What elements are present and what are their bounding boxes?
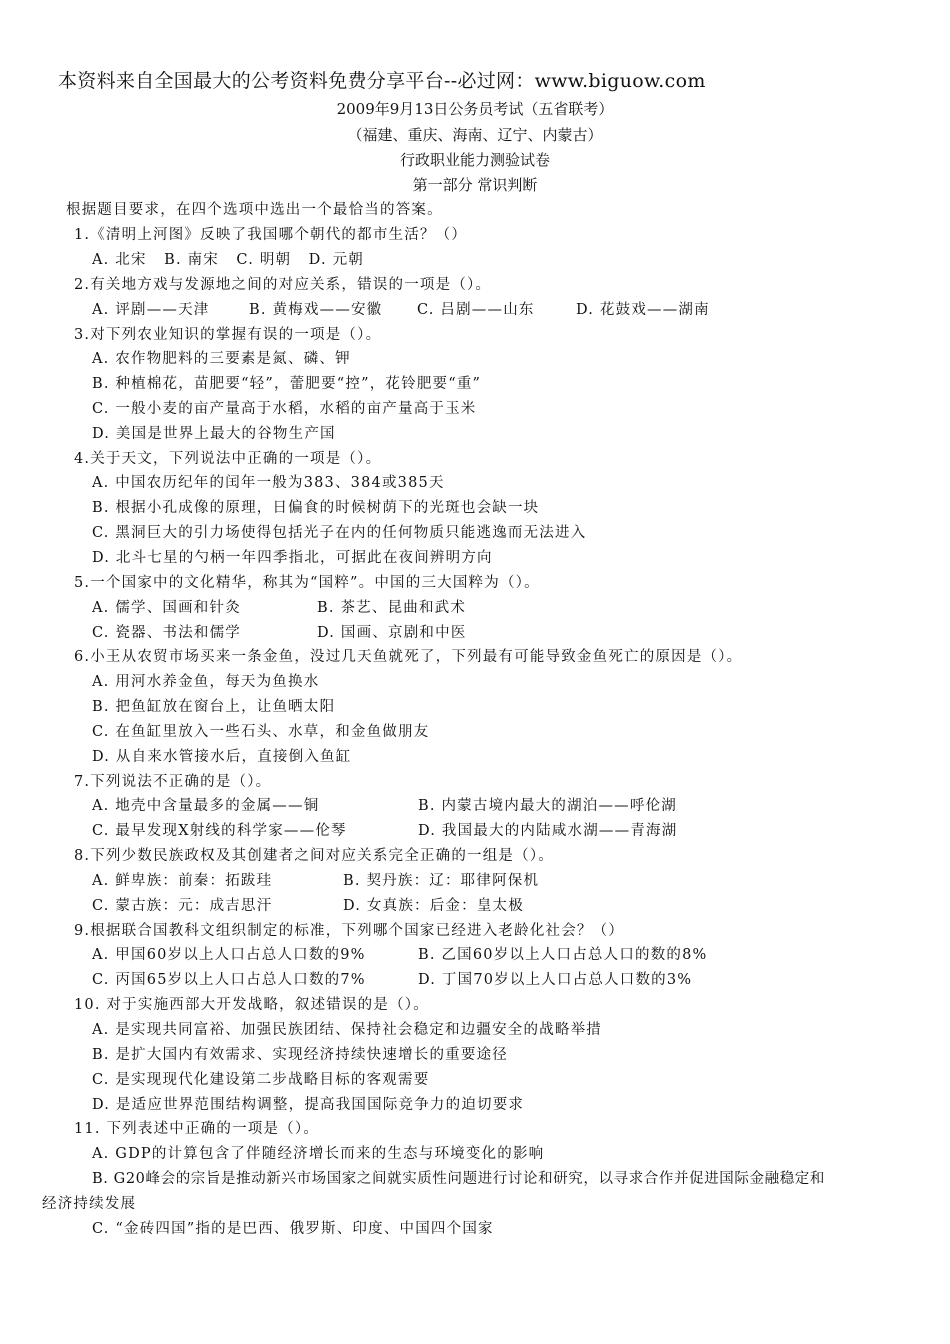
option-c: C. 黑洞巨大的引力场使得包括光子在内的任何物质只能逃逸而无法进入 — [92, 525, 587, 541]
question-options: A. 北宋 B. 南宋 C. 明朝 D. 元朝 — [92, 252, 364, 268]
option-d: D. 我国最大的内陆咸水湖——青海湖 — [418, 823, 678, 839]
question-stem: 6.小王从农贸市场买来一条金鱼，没过几天鱼就死了，下列最有可能导致金鱼死亡的原因是（）。 — [74, 649, 743, 665]
option-d: D. 从自来水管接水后，直接倒入鱼缸 — [92, 749, 352, 765]
question-stem: 10. 对于实施西部大开发战略，叙述错误的是（）。 — [74, 997, 429, 1013]
option-a: A. GDP的计算包含了伴随经济增长而来的生态与环境变化的影响 — [92, 1146, 545, 1162]
option-c: C. 蒙古族：元：成吉思汗 — [92, 898, 273, 914]
question-stem: 9.根据联合国教科文组织制定的标准，下列哪个国家已经进入老龄化社会？（） — [74, 923, 625, 939]
option-b: B. 把鱼缸放在窗台上，让鱼晒太阳 — [92, 699, 336, 715]
option-a: A. 儒学、国画和针灸 — [92, 600, 241, 616]
question-stem: 4.关于天文，下列说法中正确的一项是（）。 — [74, 451, 382, 467]
instruction: 根据题目要求，在四个选项中选出一个最恰当的答案。 — [66, 202, 443, 218]
option-b: B. 种植棉花，苗肥要“轻”，蕾肥要“控”，花铃肥要“重” — [92, 376, 482, 392]
option-a: A. 农作物肥料的三要素是氮、磷、钾 — [92, 351, 351, 367]
option-a: A. 鲜卑族：前秦：拓跋珪 — [92, 873, 273, 889]
option-d: D. 花鼓戏——湖南 — [576, 302, 710, 318]
option-d: D. 女真族：后金：皇太极 — [343, 898, 524, 914]
option-b: B. 茶艺、昆曲和武术 — [317, 600, 467, 616]
question-stem: 8.下列少数民族政权及其创建者之间对应关系完全正确的一组是（）。 — [74, 848, 554, 864]
option-a: A. 中国农历纪年的闰年一般为383、384或385天 — [92, 475, 445, 491]
option-d: D. 美国是世界上最大的谷物生产国 — [92, 426, 336, 442]
question-stem: 5.一个国家中的文化精华，称其为“国粹”。中国的三大国粹为（）。 — [74, 575, 540, 591]
exam-name: 行政职业能力测验试卷 — [399, 151, 550, 169]
option-b: B. 根据小孔成像的原理，日偏食的时候树荫下的光斑也会缺一块 — [92, 500, 540, 516]
option-c: C. 一般小麦的亩产量高于水稻，水稻的亩产量高于玉米 — [92, 401, 477, 417]
option-a: A. 甲国60岁以上人口占总人口数的9% — [92, 947, 366, 963]
option-d: D. 丁国70岁以上人口占总人口数的3% — [418, 972, 693, 988]
question-stem: 1.《清明上河图》反映了我国哪个朝代的都市生活？（） — [74, 227, 468, 243]
option-d: D. 北斗七星的勺柄一年四季指北，可据此在夜间辨明方向 — [92, 550, 493, 566]
question-stem: 3.对下列农业知识的掌握有误的一项是（）。 — [74, 327, 382, 343]
question-stem: 2.有关地方戏与发源地之间的对应关系，错误的一项是（）。 — [74, 277, 492, 293]
option-c: C. “金砖四国”指的是巴西、俄罗斯、印度、中国四个国家 — [92, 1221, 494, 1237]
option-c: C. 最早发现X射线的科学家——伦琴 — [92, 823, 347, 839]
question-stem: 11. 下列表述中正确的一项是（）。 — [74, 1121, 320, 1137]
section-heading: 第一部分 常识判断 — [412, 176, 538, 194]
option-b: B. 是扩大国内有效需求、实现经济持续快速增长的重要途径 — [92, 1047, 508, 1063]
option-b: B. 内蒙古境内最大的湖泊——呼伦湖 — [418, 798, 677, 814]
exam-title: 2009年9月13日公务员考试（五省联考） — [336, 100, 614, 118]
option-c: C. 在鱼缸里放入一些石头、水草，和金鱼做朋友 — [92, 724, 430, 740]
option-a: A. 地壳中含量最多的金属——铜 — [92, 798, 320, 814]
option-a: A. 是实现共同富裕、加强民族团结、保持社会稳定和边疆安全的战略举措 — [92, 1022, 602, 1038]
option-b-continued: 经济持续发展 — [42, 1196, 137, 1212]
option-a: A. 评剧——天津 — [92, 302, 210, 318]
option-c: C. 吕剧——山东 — [417, 302, 535, 318]
option-a: A. 用河水养金鱼，每天为鱼换水 — [92, 674, 320, 690]
question-stem: 7.下列说法不正确的是（）。 — [74, 774, 272, 790]
provinces-subtitle: （福建、重庆、海南、辽宁、内蒙古） — [347, 126, 603, 144]
option-b: B. 黄梅戏——安徽 — [249, 302, 383, 318]
option-d: D. 是适应世界范围结构调整，提高我国国际竞争力的迫切要求 — [92, 1097, 525, 1113]
source-banner: 本资料来自全国最大的公考资料免费分享平台--必过网：www.biguow.com — [58, 70, 706, 92]
option-d: D. 国画、京剧和中医 — [317, 625, 467, 641]
option-c: C. 瓷器、书法和儒学 — [92, 625, 241, 641]
option-b: B. 乙国60岁以上人口占总人口的数的8% — [418, 947, 708, 963]
option-c: C. 是实现现代化建设第二步战略目标的客观需要 — [92, 1072, 430, 1088]
option-b: B. G20峰会的宗旨是推动新兴市场国家之间就实质性问题进行讨论和研究，以寻求合作并促进国际金融稳定和 — [92, 1171, 826, 1187]
option-c: C. 丙国65岁以上人口占总人口数的7% — [92, 972, 366, 988]
option-b: B. 契丹族：辽：耶律阿保机 — [343, 873, 540, 889]
